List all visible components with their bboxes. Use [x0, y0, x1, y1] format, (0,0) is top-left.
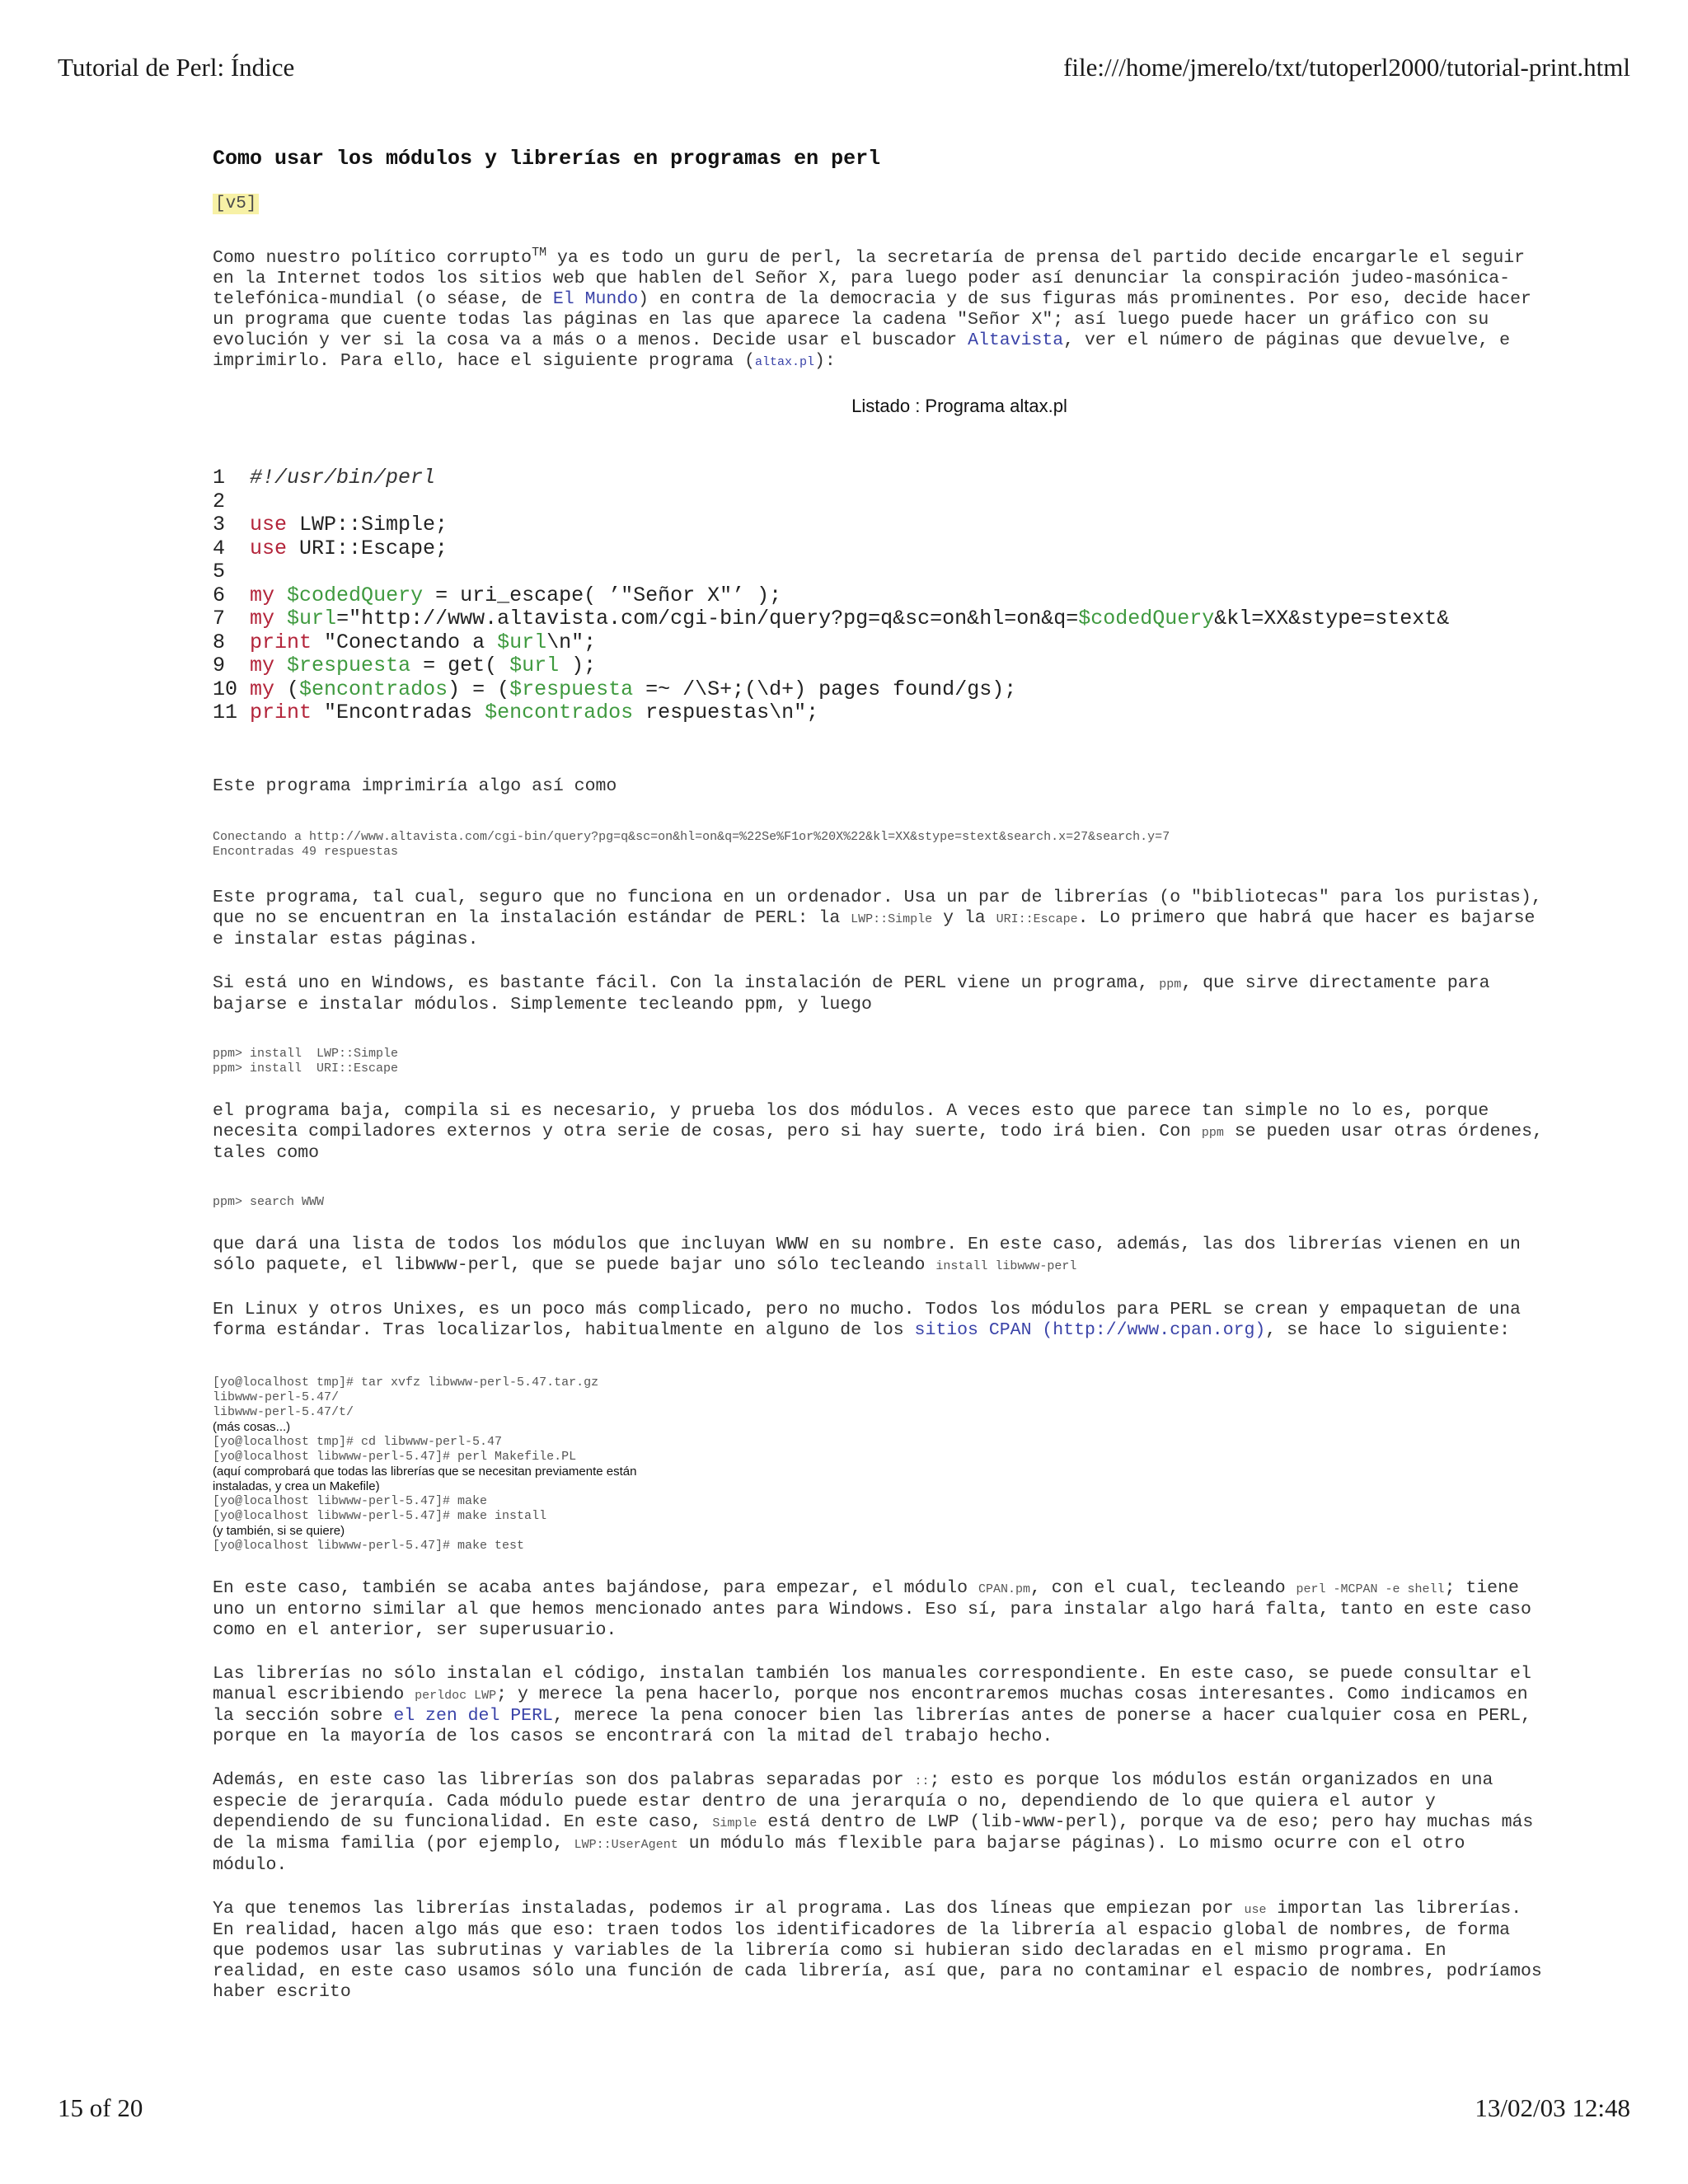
version-badge: [v5] [213, 194, 259, 214]
paragraph-linux: En Linux y otros Unixes, es un poco más complicado, pero no mucho. Todos los módulos para PERL se crean y empaquetan de una forma estándar. Tras localizarlos, habitualmente en alguno de los sitios CPAN (http://www.cpan.org), se hace lo siguiente: [213, 1299, 1521, 1340]
listing-caption: Listado : Programa altax.pl [851, 396, 1067, 417]
trademark-sup: TM [532, 246, 547, 260]
section-title: Como usar los módulos y librerías en programas en perl [213, 147, 881, 171]
paragraph-jerarquia: Además, en este caso las librerías son dos palabras separadas por ::; esto es porque los módulos están organizados en una especie de jerarquía. Cada módulo puede estar dentro de una jerarquía o no, dependiendo de lo que quiera el autor y dependiendo de su funcionalidad. En este caso, Simple está dentro de LWP (lib-www-perl), porque va de eso; pero hay muchas más de la misma familia (por ejemplo, LWP::UserAgent un módulo más flexible para bajarse páginas). Lo mismo ocurre con el otro módulo. [213, 1769, 1534, 1875]
ppm-install-output: ppm> install LWP::Simple ppm> install URI::Escape [213, 1046, 399, 1076]
print-header-path: file:///home/jmerelo/txt/tutoperl2000/tutorial-print.html [1063, 53, 1630, 82]
paragraph-imprimiria: Este programa imprimiría algo así como [213, 776, 617, 796]
ppm-search-output: ppm> search WWW [213, 1194, 325, 1209]
code-listing: 1 #!/usr/bin/perl 2 3 use LWP::Simple; 4 use URI::Escape; 5 6 my $codedQuery = uri_escape( ’"Señor X"’ ); 7 my $url="http://www.altavista.com/cgi-bin/query?pg=q&sc=on&hl=on&q=$codedQuery&kl=XX&stype=stext& 8 print "Conectando a $url\n"; 9 my $respuesta = get( $url ); 10 my ($encontrados) = ($respuesta =~ /\S+;(\d+) pages found/gs); 11 print "Encontradas $encontrados respuestas\n"; [213, 466, 1450, 725]
link-altax-file[interactable]: altax.pl [755, 355, 815, 370]
link-altavista[interactable]: Altavista [968, 330, 1064, 351]
paragraph-ppm: el programa baja, compila si es necesario, y prueba los dos módulos. A veces esto que parece tan simple no lo es, porque necesita compiladores externos y otra serie de cosas, pero si hay suerte, todo irá bien. Con ppm se pueden usar otras órdenes, tales como [213, 1100, 1543, 1163]
print-footer-page: 15 of 20 [58, 2093, 143, 2122]
link-sitios-cpan[interactable]: sitios CPAN (http://www.cpan.org) [914, 1319, 1266, 1340]
link-el-mundo[interactable]: El Mundo [552, 289, 639, 310]
paragraph-use: Ya que tenemos las librerías instaladas, podemos ir al programa. Las dos líneas que empiezan por use importan las librerías. En realidad, hacen algo más que eso: traen todos los identificadores de la librería al espacio global de nombres, de forma que podemos usar las subrutinas y variables de la librería como si hubieran sido declaradas en el mismo programa. En realidad, en este caso usamos sólo una función de cada librería, así que, para no contaminar el espacio de nombres, podríamos haber escrito [213, 1898, 1542, 2002]
paragraph-manuales: Las librerías no sólo instalan el código, instalan también los manuales correspondiente. En este caso, se puede consultar el manual escribiendo perldoc LWP; y merece la pena hacerlo, porque nos encontraremos muchas cosas interesantes. Como indicamos en la sección sobre el zen del PERL, merece la pena conocer bien las librerías antes de ponerse a hacer cualquier cosa en PERL, porque en la mayoría de los casos se encontrará con la mitad del trabajo hecho. [213, 1663, 1531, 1746]
print-footer-datetime: 13/02/03 12:48 [1475, 2093, 1630, 2122]
print-header-title: Tutorial de Perl: Índice [58, 53, 295, 82]
paragraph-librerias: Este programa, tal cual, seguro que no funciona en un ordenador. Usa un par de librerías (o "bibliotecas" para los puristas), que no se encuentran en la instalación estándar de PERL: la LWP::Simple y la URI::Escape. Lo primero que habrá que hacer es bajarse e instalar estas páginas. [213, 887, 1542, 949]
paragraph-windows: Si está uno en Windows, es bastante fácil. Con la instalación de PERL viene un programa, ppm, que sirve directamente para bajarse e instalar módulos. Simplemente tecleando ppm, y luego [213, 972, 1490, 1015]
program-output: Conectando a http://www.altavista.com/cgi-bin/query?pg=q&sc=on&hl=on&q=%22Se%F1or%20X%22&kl=XX&stype=stext&search.x=27&search.y=7 Encontradas 49 respuestas [213, 829, 1170, 859]
shell-session: [yo@localhost tmp]# tar xvfz libwww-perl-5.47.tar.gz libwww-perl-5.47/ libwww-perl-5.47/t/ (más cosas...) [yo@localhost tmp]# cd libwww-perl-5.47 [yo@localhost libwww-perl-5.47]# perl Makefile.PL (aquí comprobará que todas las librerías que se necesitan previamente están instaladas, y crea un Makefile) [yo@localhost libwww-perl-5.47]# make [yo@localhost libwww-perl-5.47]# make install (y también, si se quiere) [yo@localhost libwww-perl-5.47]# make test [213, 1375, 637, 1553]
intro-paragraph: Como nuestro político corrupto™ ya es todo un guru de perl, la secretaría de prensa del partido decide encargarle el seguir en la Internet todos los sitios web que hablen del Señor X, para luego poder así denunciar la conspiración judeo-masónica-telefónica-mundial (o séase, de El Mundo) en contra de la democracia y de sus figuras más prominentes. Por eso, decide hacer un programa que cuente todas las páginas en las que aparece la cadena "Señor X"; así luego puede hacer un gráfico con su evolución y ver si la cosa va a más o a menos. Decide usar el buscador Altavista, ver el número de páginas que devuelve, e imprimirlo. Para ello, hace el siguiente programa (altax.pl): [213, 246, 1531, 372]
paragraph-cpan: En este caso, también se acaba antes bajándose, para empezar, el módulo CPAN.pm, con el cual, tecleando perl -MCPAN -e shell; tiene uno un entorno similar al que hemos mencionado antes para Windows. Eso sí, para instalar algo hará falta, tanto en este caso como en el anterior, ser superusuario. [213, 1577, 1531, 1640]
link-zen-del-perl[interactable]: el zen del PERL [393, 1705, 553, 1726]
document-body [213, 140, 1550, 2026]
paragraph-libwww: que dará una lista de todos los módulos que incluyan WWW en su nombre. En este caso, además, las dos librerías vienen en un sólo paquete, el libwww-perl, que se puede bajar uno sólo tecleando install libwww-perl [213, 1234, 1521, 1275]
